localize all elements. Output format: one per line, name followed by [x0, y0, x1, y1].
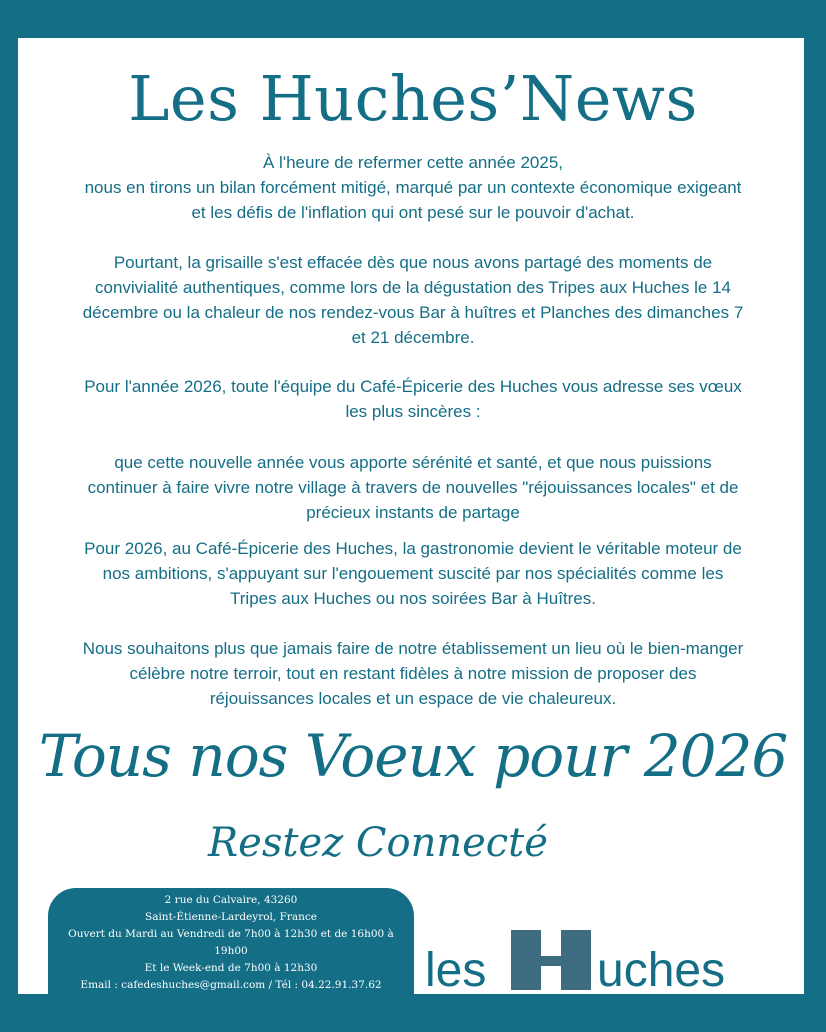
address-block [48, 888, 414, 994]
stay-connected-heading: Restez Connecté [208, 820, 548, 866]
paragraph-intro [0, 150, 826, 225]
text-line: Pour 2026, au Café-Épicerie des Huches, la gastronomie devient le véritable moteur de [84, 539, 742, 558]
opening-hours-weekend: Et le Week-end de 7h00 à 12h30 [144, 962, 318, 974]
contact-line: Email : cafedeshuches@gmail.com / Tél : 04.22.91.37.62 [80, 979, 382, 991]
text-line: continuer à faire vivre notre village à travers de nouvelles "réjouissances locales" et de [87, 478, 739, 497]
text-line: et les défis de l'inflation qui ont pesé sur le pouvoir d'achat. [191, 203, 635, 222]
text-line: et 21 décembre. [351, 328, 475, 347]
text-line: nos ambitions, s'appuyant sur l'engouement suscité par nos spécialités comme les [102, 564, 724, 583]
paragraph-conviviality [0, 250, 826, 350]
logo-uches-text: uches [597, 944, 726, 990]
paragraph-mission [0, 636, 826, 711]
paragraph-wishes [0, 450, 826, 525]
les-huches-logo [425, 930, 765, 990]
text-line: précieux instants de partage [306, 503, 520, 522]
text-line: Pourtant, la grisaille s'est effacée dès que nous avons partagé des moments de [113, 253, 713, 272]
newsletter-title: Les Huches’News [128, 62, 698, 135]
text-line: les plus sincères : [345, 402, 481, 421]
text-line: décembre ou la chaleur de nos rendez-vous Bar à huîtres et Planches des dimanches 7 [82, 303, 744, 322]
address-street: 2 rue du Calvaire, 43260 [164, 894, 298, 906]
logo-les-text: les [425, 944, 487, 990]
paragraph-gastronomy [0, 536, 826, 611]
text-line: Pour l'année 2026, toute l'équipe du Café-Épicerie des Huches vous adresse ses vœux [84, 377, 742, 396]
paragraph-wishes-intro [0, 374, 826, 424]
text-line: Tripes aux Huches ou nos soirées Bar à Huîtres. [230, 589, 596, 608]
text-line: Nous souhaitons plus que jamais faire de notre établissement un lieu où le bien-manger [82, 639, 744, 658]
wishes-heading: Tous nos Voeux pour 2026 [38, 722, 788, 790]
text-line: À l'heure de refermer cette année 2025, [263, 153, 563, 172]
opening-hours-weekdays: Ouvert du Mardi au Vendredi de 7h00 à 12h30 et de 16h00 à [68, 928, 394, 940]
opening-hours-weekdays-end: 19h00 [214, 945, 248, 957]
text-line: célèbre notre terroir, tout en restant fidèles à notre mission de proposer des [129, 664, 697, 683]
text-line: convivialité authentiques, comme lors de la dégustation des Tripes aux Huches le 14 [95, 278, 731, 297]
text-line: nous en tirons un bilan forcément mitigé, marqué par un contexte économique exigeant [84, 178, 742, 197]
logo-h-right-block [561, 930, 591, 990]
text-line: réjouissances locales et un espace de vie chaleureux. [209, 689, 617, 708]
text-line: que cette nouvelle année vous apporte sérénité et santé, et que nous puissions [114, 453, 712, 472]
address-city: Saint-Étienne-Lardeyrol, France [145, 911, 317, 923]
